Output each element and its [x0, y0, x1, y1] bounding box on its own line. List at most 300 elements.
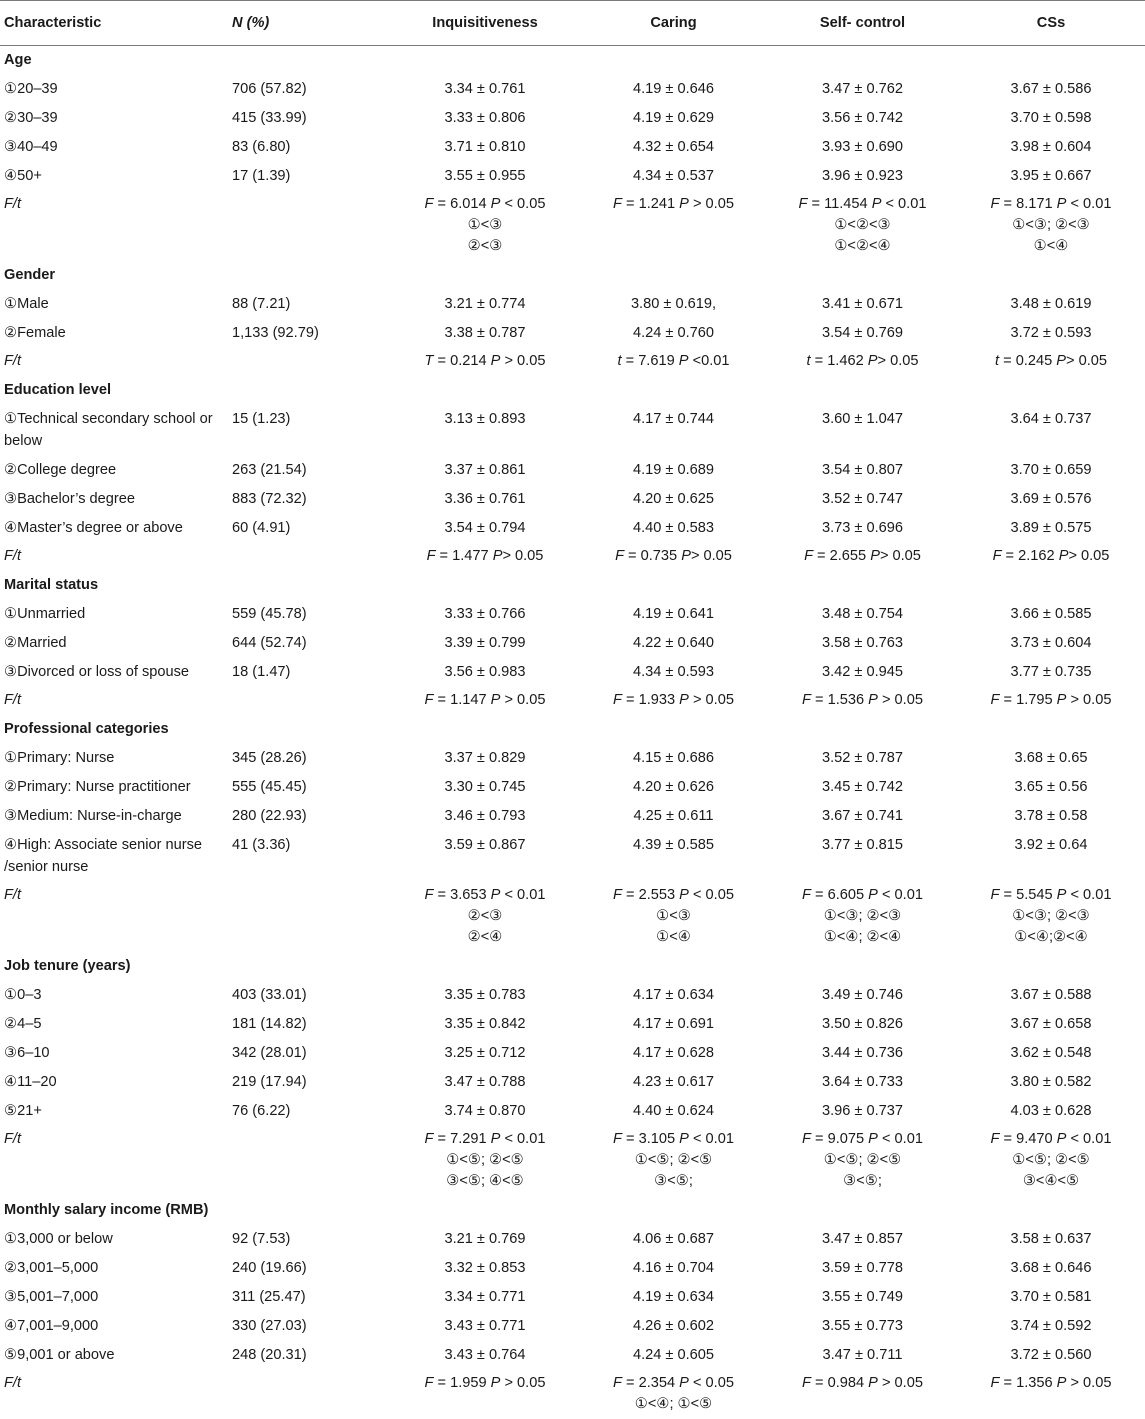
table-row [0, 319, 1145, 348]
row-n-percent: 403 (33.01) [228, 981, 391, 1010]
stats-label: F/t [0, 1370, 228, 1419]
row-value-sc: 3.55 ± 0.749 [768, 1283, 957, 1312]
stats-symbol: F [991, 1131, 1000, 1147]
row-n-percent: 15 (1.23) [228, 405, 391, 456]
stats-cs [957, 1370, 1145, 1419]
stats-inq [391, 543, 579, 571]
stats-cs [957, 191, 1145, 261]
stats-p-value: > 0.05 [1068, 548, 1109, 564]
row-n-percent: 88 (7.21) [228, 290, 391, 319]
table-row [0, 1010, 1145, 1039]
stats-p-symbol: P [868, 887, 878, 903]
row-value-car: 4.32 ± 0.654 [579, 133, 768, 162]
row-value-sc: 3.77 ± 0.815 [768, 831, 957, 882]
header-n-percent: N (%) [228, 1, 391, 46]
stats-test-line [583, 194, 764, 215]
stats-label: F/t [0, 348, 228, 376]
stats-p-value: > 0.05 [1066, 692, 1111, 708]
row-n-percent: 248 (20.31) [228, 1341, 391, 1370]
row-value-sc: 3.59 ± 0.778 [768, 1254, 957, 1283]
stats-p-value: <0.01 [689, 353, 730, 369]
stats-car [579, 1126, 768, 1196]
row-value-cs: 3.62 ± 0.548 [957, 1039, 1145, 1068]
stats-value: = 5.545 [999, 887, 1056, 903]
stats-row [0, 882, 1145, 952]
section-title: Marital status [0, 571, 1145, 600]
stats-test-line [583, 546, 764, 567]
stats-p-value: < 0.05 [689, 887, 734, 903]
stats-p-symbol: P [868, 692, 878, 708]
row-label: ③Bachelor’s degree [0, 485, 228, 514]
row-value-inq: 3.25 ± 0.712 [391, 1039, 579, 1068]
stats-p-symbol: P [491, 887, 501, 903]
row-label: ①Technical secondary school or below [0, 405, 228, 456]
row-value-inq: 3.38 ± 0.787 [391, 319, 579, 348]
row-value-car: 4.34 ± 0.593 [579, 658, 768, 687]
table-row [0, 773, 1145, 802]
row-value-inq: 3.74 ± 0.870 [391, 1097, 579, 1126]
row-n-percent: 311 (25.47) [228, 1283, 391, 1312]
table-row [0, 75, 1145, 104]
row-value-car: 4.22 ± 0.640 [579, 629, 768, 658]
row-value-sc: 3.47 ± 0.711 [768, 1341, 957, 1370]
row-value-car: 4.17 ± 0.628 [579, 1039, 768, 1068]
stats-symbol: F [613, 887, 622, 903]
row-value-car: 4.20 ± 0.625 [579, 485, 768, 514]
stats-p-symbol: P [868, 1375, 878, 1391]
stats-symbol: F [991, 196, 1000, 212]
stats-p-value: < 0.05 [500, 196, 545, 212]
row-n-percent: 92 (7.53) [228, 1225, 391, 1254]
stats-value: = 1.241 [622, 196, 679, 212]
stats-symbol: F [425, 692, 434, 708]
row-value-inq: 3.55 ± 0.955 [391, 162, 579, 191]
row-value-car: 4.34 ± 0.537 [579, 162, 768, 191]
row-value-sc: 3.67 ± 0.741 [768, 802, 957, 831]
row-n-percent: 240 (19.66) [228, 1254, 391, 1283]
stats-value: = 0.245 [999, 353, 1056, 369]
stats-inq [391, 1126, 579, 1196]
stats-car [579, 687, 768, 715]
row-value-inq: 3.43 ± 0.764 [391, 1341, 579, 1370]
stats-p-symbol: P [679, 1131, 689, 1147]
row-n-percent: 883 (72.32) [228, 485, 391, 514]
stats-value: = 1.147 [433, 692, 490, 708]
row-value-cs: 3.67 ± 0.658 [957, 1010, 1145, 1039]
stats-value: = 8.171 [999, 196, 1056, 212]
row-label: ①3,000 or below [0, 1225, 228, 1254]
stats-p-value: > 0.05 [500, 692, 545, 708]
stats-symbol: F [615, 548, 624, 564]
table-row [0, 1283, 1145, 1312]
stats-symbol: F [613, 1375, 622, 1391]
row-value-sc: 3.49 ± 0.746 [768, 981, 957, 1010]
stats-row [0, 1370, 1145, 1419]
stats-comparison: ①<④ [583, 927, 764, 948]
stats-test-line [961, 194, 1141, 215]
stats-comparison: ①<④; ②<④ [772, 927, 953, 948]
stats-p-symbol: P [1056, 353, 1066, 369]
row-value-cs: 3.98 ± 0.604 [957, 133, 1145, 162]
stats-p-symbol: P [872, 196, 882, 212]
row-value-car: 4.19 ± 0.646 [579, 75, 768, 104]
table-row [0, 629, 1145, 658]
row-label: ②Female [0, 319, 228, 348]
stats-comparison: ③<⑤; [583, 1171, 764, 1192]
row-value-sc: 3.55 ± 0.773 [768, 1312, 957, 1341]
stats-p-symbol: P [868, 353, 878, 369]
stats-p-value: < 0.01 [878, 887, 923, 903]
row-value-cs: 3.64 ± 0.737 [957, 405, 1145, 456]
row-value-cs: 3.92 ± 0.64 [957, 831, 1145, 882]
row-value-car: 4.19 ± 0.634 [579, 1283, 768, 1312]
row-n-percent: 644 (52.74) [228, 629, 391, 658]
section-title: Age [0, 46, 1145, 76]
row-value-sc: 3.73 ± 0.696 [768, 514, 957, 543]
table-row [0, 456, 1145, 485]
row-n-percent: 83 (6.80) [228, 133, 391, 162]
stats-sc [768, 191, 957, 261]
stats-symbol: F [804, 548, 813, 564]
row-label: ③6–10 [0, 1039, 228, 1068]
row-value-cs: 3.70 ± 0.598 [957, 104, 1145, 133]
table-row [0, 290, 1145, 319]
row-value-cs: 3.70 ± 0.581 [957, 1283, 1145, 1312]
stats-inq [391, 348, 579, 376]
stats-value: = 6.605 [811, 887, 868, 903]
row-value-sc: 3.48 ± 0.754 [768, 600, 957, 629]
row-value-cs: 3.66 ± 0.585 [957, 600, 1145, 629]
stats-symbol: F [425, 1131, 434, 1147]
table-row [0, 1039, 1145, 1068]
stats-p-symbol: P [868, 1131, 878, 1147]
stats-symbol: F [427, 548, 436, 564]
stats-value: = 1.477 [435, 548, 492, 564]
section-title: Job tenure (years) [0, 952, 1145, 981]
row-n-percent: 18 (1.47) [228, 658, 391, 687]
stats-test-line [583, 885, 764, 906]
stats-p-value: > 0.05 [689, 196, 734, 212]
stats-symbol: F [993, 548, 1002, 564]
stats-value: = 11.454 [807, 196, 871, 212]
header-self-control: Self- control [768, 1, 957, 46]
table-row [0, 1225, 1145, 1254]
row-label: ④11–20 [0, 1068, 228, 1097]
stats-p-symbol: P [679, 692, 689, 708]
stats-p-value: < 0.01 [500, 887, 545, 903]
row-label: ②Married [0, 629, 228, 658]
stats-p-symbol: P [493, 548, 503, 564]
stats-label: F/t [0, 687, 228, 715]
stats-label: F/t [0, 1126, 228, 1196]
stats-test-line [772, 351, 953, 372]
stats-row [0, 687, 1145, 715]
row-label: ②4–5 [0, 1010, 228, 1039]
row-value-cs: 3.95 ± 0.667 [957, 162, 1145, 191]
row-value-inq: 3.46 ± 0.793 [391, 802, 579, 831]
stats-label: F/t [0, 543, 228, 571]
table-row [0, 600, 1145, 629]
stats-p-symbol: P [491, 196, 501, 212]
row-value-inq: 3.21 ± 0.769 [391, 1225, 579, 1254]
stats-symbol: F [613, 692, 622, 708]
row-label: ①20–39 [0, 75, 228, 104]
stats-symbol: F [613, 1131, 622, 1147]
row-value-inq: 3.37 ± 0.861 [391, 456, 579, 485]
row-value-cs: 3.78 ± 0.58 [957, 802, 1145, 831]
stats-symbol: F [799, 196, 808, 212]
row-value-sc: 3.45 ± 0.742 [768, 773, 957, 802]
stats-symbol: F [991, 887, 1000, 903]
row-value-sc: 3.56 ± 0.742 [768, 104, 957, 133]
row-value-cs: 3.68 ± 0.65 [957, 744, 1145, 773]
stats-comparison: ①<⑤; ②<⑤ [583, 1150, 764, 1171]
stats-test-line [583, 690, 764, 711]
stats-test-line [772, 546, 953, 567]
stats-row [0, 191, 1145, 261]
section-row [0, 376, 1145, 405]
table-row [0, 744, 1145, 773]
row-value-sc: 3.93 ± 0.690 [768, 133, 957, 162]
stats-symbol: F [991, 1375, 1000, 1391]
stats-symbol: F [802, 1131, 811, 1147]
stats-test-line [395, 546, 575, 567]
table-row [0, 1254, 1145, 1283]
stats-symbol: t [995, 353, 999, 369]
row-label: ②College degree [0, 456, 228, 485]
stats-test-line [772, 1373, 953, 1394]
stats-p-symbol: P [491, 1131, 501, 1147]
row-value-cs: 3.58 ± 0.637 [957, 1225, 1145, 1254]
stats-comparison: ①<③; ②<③ [772, 906, 953, 927]
stats-cs [957, 348, 1145, 376]
row-n-percent: 1,133 (92.79) [228, 319, 391, 348]
table-row [0, 162, 1145, 191]
stats-p-symbol: P [679, 353, 689, 369]
section-row [0, 46, 1145, 76]
table-header [0, 1, 1145, 46]
row-value-cs: 3.69 ± 0.576 [957, 485, 1145, 514]
stats-p-value: > 0.05 [689, 692, 734, 708]
stats-sc [768, 1126, 957, 1196]
stats-p-symbol: P [491, 1375, 501, 1391]
row-value-sc: 3.54 ± 0.807 [768, 456, 957, 485]
row-value-inq: 3.59 ± 0.867 [391, 831, 579, 882]
stats-test-line [583, 1373, 764, 1394]
row-label: ①Male [0, 290, 228, 319]
stats-p-symbol: P [870, 548, 880, 564]
stats-test-line [395, 351, 575, 372]
stats-value: = 1.795 [999, 692, 1056, 708]
row-n-percent: 17 (1.39) [228, 162, 391, 191]
row-value-inq: 3.33 ± 0.766 [391, 600, 579, 629]
row-value-cs: 4.03 ± 0.628 [957, 1097, 1145, 1126]
stats-p-value: < 0.01 [1066, 1131, 1111, 1147]
stats-p-symbol: P [1057, 887, 1067, 903]
row-value-car: 4.24 ± 0.760 [579, 319, 768, 348]
row-value-sc: 3.58 ± 0.763 [768, 629, 957, 658]
section-title: Monthly salary income (RMB) [0, 1196, 1145, 1225]
section-row [0, 1196, 1145, 1225]
header-css: CSs [957, 1, 1145, 46]
stats-p-value: > 0.05 [500, 353, 545, 369]
stats-p-symbol: P [681, 548, 691, 564]
row-value-inq: 3.32 ± 0.853 [391, 1254, 579, 1283]
row-value-inq: 3.47 ± 0.788 [391, 1068, 579, 1097]
stats-label: F/t [0, 882, 228, 952]
row-value-car: 4.17 ± 0.744 [579, 405, 768, 456]
stats-p-value: > 0.05 [500, 1375, 545, 1391]
row-label: ②Primary: Nurse practitioner [0, 773, 228, 802]
row-value-cs: 3.72 ± 0.560 [957, 1341, 1145, 1370]
row-value-sc: 3.52 ± 0.787 [768, 744, 957, 773]
stats-p-value: > 0.05 [880, 548, 921, 564]
stats-p-value: < 0.01 [500, 1131, 545, 1147]
stats-p-symbol: P [491, 692, 501, 708]
stats-p-symbol: P [1059, 548, 1069, 564]
stats-cs [957, 882, 1145, 952]
stats-comparison: ②<④ [395, 927, 575, 948]
row-label: ③Medium: Nurse-in-charge [0, 802, 228, 831]
stats-test-line [961, 1373, 1141, 1394]
stats-value: = 1.536 [811, 692, 868, 708]
stats-test-line [395, 194, 575, 215]
row-value-cs: 3.73 ± 0.604 [957, 629, 1145, 658]
stats-symbol: t [618, 353, 622, 369]
stats-value: = 7.619 [622, 353, 679, 369]
row-n-percent: 219 (17.94) [228, 1068, 391, 1097]
section-row [0, 715, 1145, 744]
row-value-car: 4.23 ± 0.617 [579, 1068, 768, 1097]
row-label: ⑤21+ [0, 1097, 228, 1126]
stats-p-value: > 0.05 [1066, 353, 1107, 369]
stats-test-line [772, 1129, 953, 1150]
row-value-inq: 3.34 ± 0.761 [391, 75, 579, 104]
stats-cs [957, 543, 1145, 571]
row-n-percent: 342 (28.01) [228, 1039, 391, 1068]
table-row [0, 485, 1145, 514]
row-value-cs: 3.74 ± 0.592 [957, 1312, 1145, 1341]
row-value-inq: 3.36 ± 0.761 [391, 485, 579, 514]
row-n-percent: 41 (3.36) [228, 831, 391, 882]
row-label: ④High: Associate senior nurse /senior nurse [0, 831, 228, 882]
row-label: ③40–49 [0, 133, 228, 162]
stats-inq [391, 191, 579, 261]
row-n-percent: 280 (22.93) [228, 802, 391, 831]
stats-p-value: < 0.01 [1066, 196, 1111, 212]
stats-row [0, 543, 1145, 571]
stats-car [579, 191, 768, 261]
row-value-inq: 3.37 ± 0.829 [391, 744, 579, 773]
row-label: ④7,001–9,000 [0, 1312, 228, 1341]
stats-test-line [583, 351, 764, 372]
row-value-cs: 3.65 ± 0.56 [957, 773, 1145, 802]
stats-p-value: < 0.01 [881, 196, 926, 212]
stats-test-line [961, 1129, 1141, 1150]
stats-symbol: T [425, 353, 434, 369]
stats-row [0, 348, 1145, 376]
stats-test-line [395, 1129, 575, 1150]
stats-p-symbol: P [1057, 1375, 1067, 1391]
stats-comparison: ③<⑤; ④<⑤ [395, 1171, 575, 1192]
section-row [0, 261, 1145, 290]
stats-test-line [395, 885, 575, 906]
stats-value: = 1.462 [811, 353, 868, 369]
stats-comparison: ①<③ [583, 906, 764, 927]
row-value-sc: 3.64 ± 0.733 [768, 1068, 957, 1097]
row-label: ②3,001–5,000 [0, 1254, 228, 1283]
table-row [0, 802, 1145, 831]
stats-comparison: ①<④ [961, 236, 1141, 257]
row-value-inq: 3.35 ± 0.783 [391, 981, 579, 1010]
stats-value: = 9.075 [811, 1131, 868, 1147]
stats-empty [228, 1370, 391, 1419]
row-label: ③5,001–7,000 [0, 1283, 228, 1312]
stats-comparison: ③<⑤; [772, 1171, 953, 1192]
row-value-sc: 3.96 ± 0.737 [768, 1097, 957, 1126]
row-label: ①Unmarried [0, 600, 228, 629]
stats-empty [228, 348, 391, 376]
table-row [0, 133, 1145, 162]
stats-value: = 9.470 [999, 1131, 1056, 1147]
row-value-car: 4.24 ± 0.605 [579, 1341, 768, 1370]
stats-value: = 3.105 [622, 1131, 679, 1147]
stats-label: F/t [0, 191, 228, 261]
stats-comparison: ①<④; ①<⑤ [583, 1394, 764, 1415]
row-n-percent: 555 (45.45) [228, 773, 391, 802]
stats-comparison: ①<⑤; ②<⑤ [772, 1150, 953, 1171]
row-n-percent: 263 (21.54) [228, 456, 391, 485]
section-title: Gender [0, 261, 1145, 290]
table-row [0, 405, 1145, 456]
stats-p-value: < 0.01 [1066, 887, 1111, 903]
table-row [0, 1097, 1145, 1126]
stats-empty [228, 882, 391, 952]
stats-test-line [583, 1129, 764, 1150]
row-value-sc: 3.41 ± 0.671 [768, 290, 957, 319]
row-value-sc: 3.47 ± 0.857 [768, 1225, 957, 1254]
stats-comparison: ①<③ [395, 215, 575, 236]
stats-test-line [395, 1373, 575, 1394]
stats-car [579, 882, 768, 952]
stats-comparison: ①<⑤; ②<⑤ [395, 1150, 575, 1171]
row-value-car: 4.19 ± 0.689 [579, 456, 768, 485]
stats-comparison: ②<③ [395, 236, 575, 257]
row-label: ②30–39 [0, 104, 228, 133]
stats-value: = 1.933 [622, 692, 679, 708]
stats-comparison: ①<④;②<④ [961, 927, 1141, 948]
stats-comparison: ③<④<⑤ [961, 1171, 1141, 1192]
row-value-sc: 3.96 ± 0.923 [768, 162, 957, 191]
stats-test-line [395, 690, 575, 711]
stats-symbol: t [807, 353, 811, 369]
row-value-cs: 3.80 ± 0.582 [957, 1068, 1145, 1097]
stats-test-line [961, 690, 1141, 711]
row-n-percent: 706 (57.82) [228, 75, 391, 104]
stats-row [0, 1126, 1145, 1196]
stats-cs [957, 1126, 1145, 1196]
stats-p-value: > 0.05 [691, 548, 732, 564]
row-value-car: 4.40 ± 0.583 [579, 514, 768, 543]
row-label: ⑤9,001 or above [0, 1341, 228, 1370]
stats-p-value: > 0.05 [878, 692, 923, 708]
row-value-sc: 3.42 ± 0.945 [768, 658, 957, 687]
stats-p-symbol: P [679, 1375, 689, 1391]
stats-test-line [772, 194, 953, 215]
row-value-inq: 3.13 ± 0.893 [391, 405, 579, 456]
row-value-sc: 3.60 ± 1.047 [768, 405, 957, 456]
stats-sc [768, 348, 957, 376]
